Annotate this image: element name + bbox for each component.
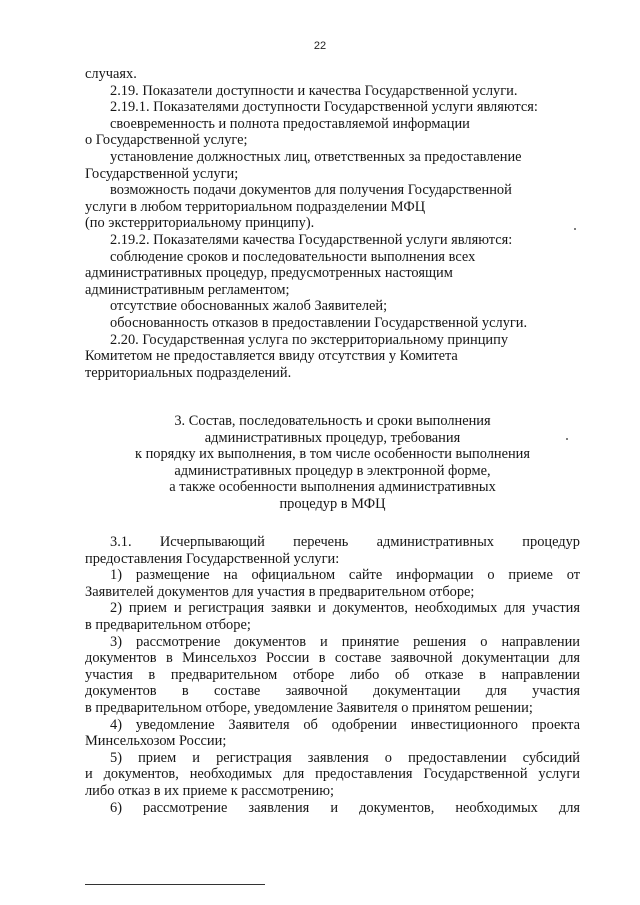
text-line: соблюдение сроков и последовательности выполнения всех (110, 248, 476, 265)
text-line: 2) прием и регистрация заявки и документов, необходимых для участия (110, 600, 580, 617)
text-line: 3.1. Исчерпывающий перечень административных процедур (110, 534, 580, 550)
scan-speck (574, 228, 576, 230)
heading-line: административных процедур в электронной форме, (174, 462, 491, 479)
text-line: административных процедур, предусмотренных настоящим (85, 265, 453, 282)
text-line: участия в предварительном отборе либо об отказе в направлении (85, 666, 580, 683)
text-line: административным регламентом; (85, 281, 290, 298)
text-line: Минсельхозом России; (85, 733, 227, 750)
heading-line: 3. Состав, последовательность и сроки выполнения (174, 413, 491, 429)
page-number: 22 (313, 40, 327, 52)
text-line: 6) рассмотрение заявления и документов, необходимых для (110, 799, 580, 816)
text-line: 2.20. Государственная услуга по экстерриториальному принципу (110, 331, 509, 348)
text-line: 1) размещение на официальном сайте информации о приеме от (110, 567, 580, 584)
text-line: предоставления Государственной услуги: (85, 550, 340, 567)
heading-line: к порядку их выполнения, в том числе особенности выполнения (134, 446, 530, 463)
text-line: возможность подачи документов для получения Государственной (110, 182, 512, 199)
text-line: 2.19.2. Показателями качества Государственной услуги являются: (110, 231, 513, 248)
text-line: обоснованность отказов в предоставлении Государственной услуги. (110, 314, 528, 331)
text-line: либо отказ в их приеме к рассмотрению; (85, 782, 334, 799)
section-3-heading (85, 413, 580, 513)
text-line: 4) уведомление Заявителя об одобрении инвестиционного проекта (110, 716, 580, 733)
text-line: отсутствие обоснованных жалоб Заявителей; (110, 298, 388, 315)
text-line: документов в составе заявочной документации для участия (85, 683, 580, 700)
text-line: в предварительном отборе; (85, 616, 251, 633)
document-body-top (85, 66, 580, 381)
text-line: документов в Минсельхоз России в составе заявочной документации для (85, 650, 580, 667)
heading-line: процедур в МФЦ (279, 495, 386, 512)
text-line: услуги в любом территориальном подразделении МФЦ (85, 198, 426, 215)
text-line: и документов, необходимых для предоставления Государственной услуги (85, 766, 580, 783)
text-line: Заявителей документов для участия в предварительном отборе; (85, 583, 475, 600)
text-line: установление должностных лиц, ответственных за предоставление (110, 148, 522, 165)
document-body-bottom (85, 534, 580, 816)
heading-line: административных процедур, требования (204, 429, 461, 446)
text-line: территориальных подразделений. (85, 364, 292, 381)
text-line: Комитетом не предоставляется ввиду отсутствия у Комитета (85, 348, 458, 365)
text-line: Государственной услуги; (85, 165, 239, 182)
text-line: своевременность и полнота предоставляемой информации (110, 115, 470, 132)
footnote-separator (85, 884, 265, 885)
text-line: в предварительном отборе, уведомление Заявителя о принятом решении; (85, 699, 533, 716)
text-line: о Государственной услуге; (85, 132, 248, 149)
text-line: (по экстерриториальному принципу). (85, 215, 315, 232)
text-line: 2.19.1. Показателями доступности Государственной услуги являются: (110, 99, 538, 116)
text-line: 5) прием и регистрация заявления о предоставлении субсидий (110, 749, 580, 766)
text-line: 2.19. Показатели доступности и качества Государственной услуги. (110, 82, 518, 99)
scan-speck (566, 438, 568, 440)
text-line: 3) рассмотрение документов и принятие решения о направлении (110, 633, 580, 650)
text-line: случаях. (85, 66, 137, 82)
heading-line: а также особенности выполнения административных (169, 479, 496, 496)
